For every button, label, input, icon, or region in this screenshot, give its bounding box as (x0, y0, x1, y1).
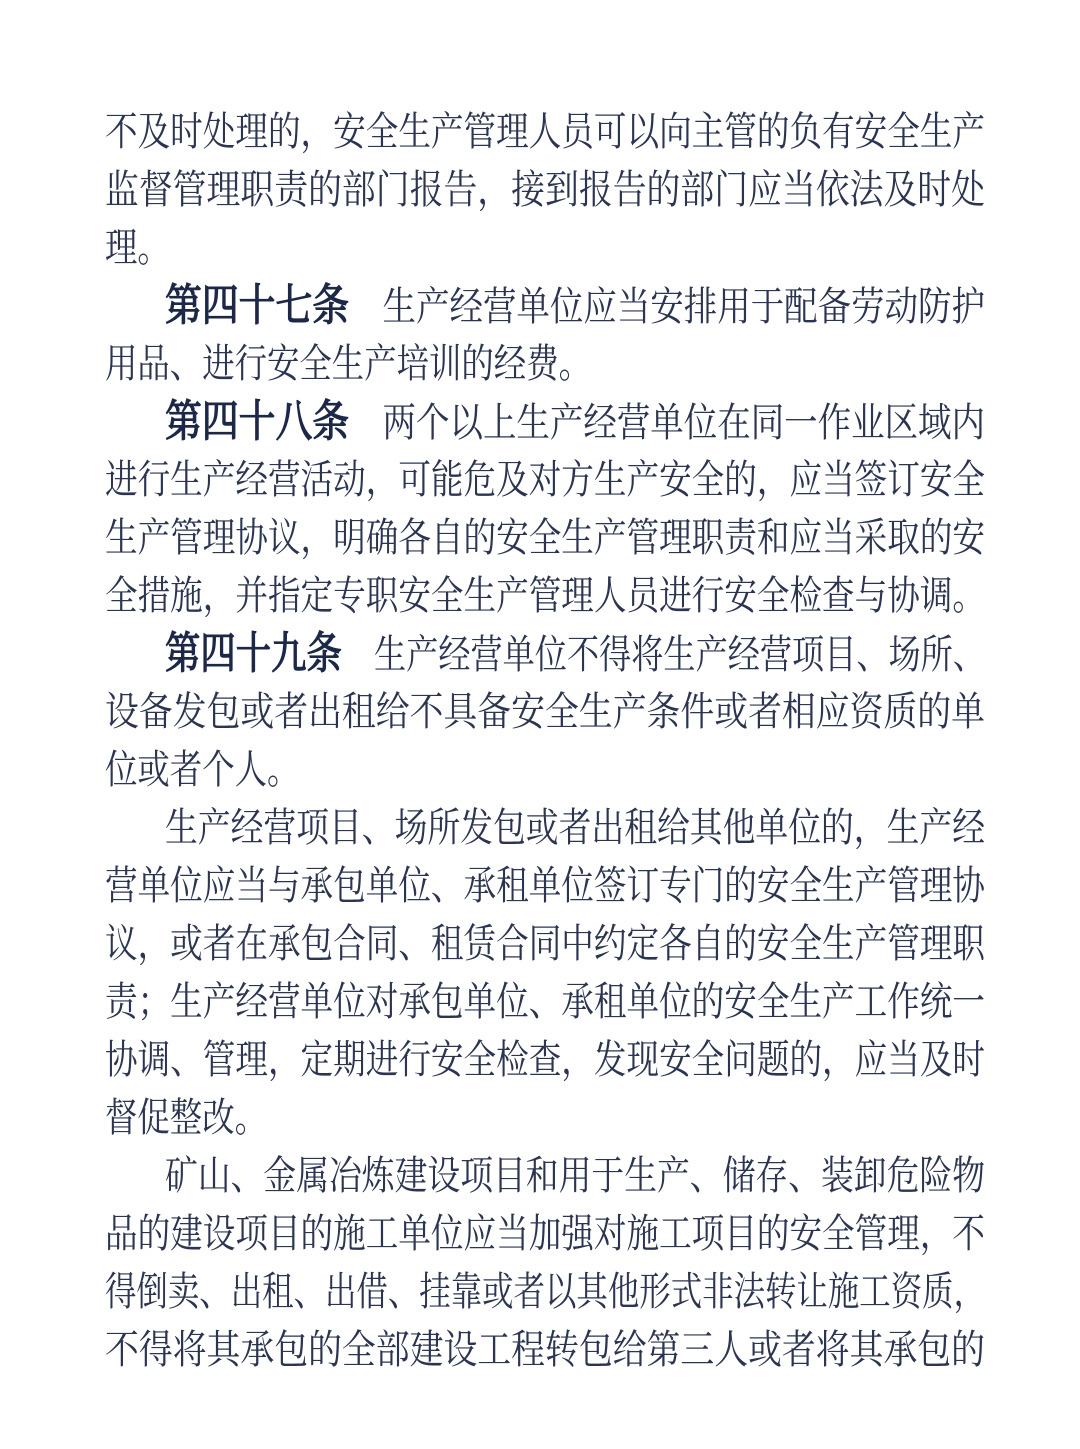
text-line (105, 799, 985, 857)
article-number: 第四十八条 (165, 397, 350, 446)
text-line (105, 683, 985, 741)
body-text: 责；生产经营单位对承包单位、承租单位的安全生产工作统一 (105, 979, 985, 1024)
text-line-content (105, 741, 299, 799)
body-text: 议，或者在承包合同、租赁合同中约定各自的安全生产管理职 (105, 921, 985, 966)
body-text: 不及时处理的，安全生产管理人员可以向主管的负有安全生产 (105, 109, 985, 154)
body-text: 两个以上生产经营单位在同一作业区域内 (349, 400, 985, 445)
text-line-content (105, 335, 591, 393)
text-line (105, 1263, 985, 1321)
text-line (105, 451, 985, 509)
text-line (105, 219, 985, 277)
text-line (105, 509, 985, 567)
text-line (105, 1031, 985, 1089)
body-text: 监督管理职责的部门报告，接到报告的部门应当依法及时处 (105, 167, 985, 212)
text-line-content (105, 103, 985, 161)
text-line (105, 567, 985, 625)
body-text: 生产管理协议，明确各自的安全生产管理职责和应当采取的安 (105, 515, 985, 560)
article-number: 第四十九条 (165, 629, 342, 678)
text-line (105, 1147, 985, 1205)
text-line-content (165, 393, 985, 452)
body-text: 生产经营项目、场所发包或者出租给其他单位的，生产经 (165, 805, 985, 850)
law-text-block (105, 103, 985, 1379)
body-text: 品的建设项目的施工单位应当加强对施工项目的安全管理，不 (105, 1211, 985, 1256)
text-line (105, 393, 985, 451)
text-line (105, 973, 985, 1031)
text-line-content (105, 219, 170, 277)
text-line-content (105, 857, 985, 915)
body-text: 督促整改。 (105, 1095, 267, 1140)
text-line-content (165, 1147, 985, 1205)
text-line-content (105, 451, 985, 509)
body-text: 进行生产经营活动，可能危及对方生产安全的，应当签订安全 (105, 457, 985, 502)
text-line (105, 1089, 985, 1147)
text-line (105, 335, 985, 393)
text-line-content (105, 1031, 985, 1089)
body-text: 用品、进行安全生产培训的经费。 (105, 341, 591, 386)
text-line (105, 857, 985, 915)
text-line-content (105, 509, 985, 567)
text-line-content (165, 625, 985, 684)
text-line-content (105, 1089, 267, 1147)
body-text: 不得将其承包的全部建设工程转包给第三人或者将其承包的 (105, 1327, 985, 1372)
text-line-content (165, 799, 985, 857)
text-line (105, 1205, 985, 1263)
text-line-content (105, 161, 985, 219)
body-text: 矿山、金属冶炼建设项目和用于生产、储存、装卸危险物 (165, 1153, 985, 1198)
text-line-content (105, 683, 985, 741)
article-number: 第四十七条 (165, 281, 350, 330)
body-text: 设备发包或者出租给不具备安全生产条件或者相应资质的单 (105, 689, 985, 734)
text-line-content (105, 973, 985, 1031)
text-line (105, 741, 985, 799)
text-line (105, 1321, 985, 1379)
body-text: 理。 (105, 225, 170, 270)
text-line-content (105, 915, 985, 973)
text-line (105, 103, 985, 161)
text-line (105, 161, 985, 219)
text-line-content (105, 1321, 985, 1379)
text-line-content (105, 1205, 985, 1263)
body-text: 营单位应当与承包单位、承租单位签订专门的安全生产管理协 (105, 863, 985, 908)
body-text: 全措施，并指定专职安全生产管理人员进行安全检查与协调。 (105, 573, 985, 618)
body-text: 得倒卖、出租、出借、挂靠或者以其他形式非法转让施工资质， (105, 1269, 985, 1314)
text-line-content (165, 277, 985, 336)
body-text: 位或者个人。 (105, 747, 300, 792)
text-line-content (105, 1263, 985, 1321)
body-text: 协调、管理，定期进行安全检查，发现安全问题的，应当及时 (105, 1037, 985, 1082)
text-line (105, 625, 985, 683)
text-line-content (105, 567, 985, 625)
text-line (105, 277, 985, 335)
body-text: 生产经营单位不得将生产经营项目、场所、 (341, 632, 985, 677)
body-text: 生产经营单位应当安排用于配备劳动防护 (349, 284, 985, 329)
text-line (105, 915, 985, 973)
